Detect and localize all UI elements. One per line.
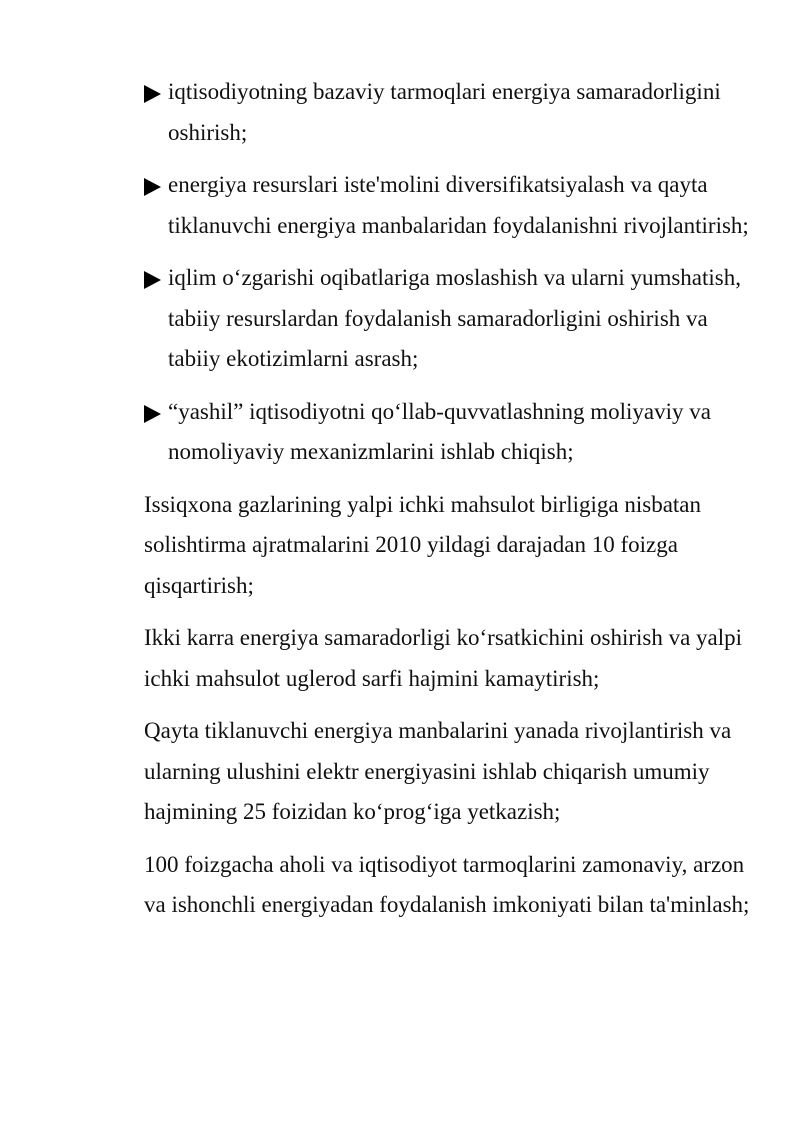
right-pointing-triangle-icon	[144, 405, 161, 423]
bullet-item	[144, 165, 754, 246]
bullet-item	[144, 72, 754, 153]
document-body	[144, 72, 754, 938]
bullet-text: iqtisodiyotning bazaviy tarmoqlari energiya samaradorligini oshirish;	[168, 79, 721, 145]
paragraph: 100 foizgacha aholi va iqtisodiyot tarmoqlarini zamonaviy, arzon va ishonchli energiyadan foydalanish imkoniyati bilan ta'minlash;	[144, 851, 750, 917]
paragraph: Issiqxona gazlarining yalpi ichki mahsulot birligiga nisbatan solishtirma ajratmalarini 2010 yildagi darajadan 10 foizga qisqartirish;	[144, 491, 701, 598]
paragraph: Qayta tiklanuvchi energiya manbalarini yanada rivojlantirish va ularning ulushini elektr energiyasini ishlab chiqarish umumiy hajmining 25 foizidan ko‘prog‘iga yetkazish;	[144, 718, 732, 824]
right-pointing-triangle-icon	[144, 85, 161, 103]
paragraph: Ikki karra energiya samaradorligi ko‘rsatkichini oshirish va yalpi ichki mahsulot uglerod sarfi hajmini kamaytirish;	[144, 625, 743, 691]
bullet-text: “yashil” iqtisodiyotni qo‘llab-quvvatlashning moliyaviy va nomoliyaviy mexanizmlarini ishlab chiqish;	[168, 398, 711, 464]
bullet-text: energiya resurslari iste'molini diversifikatsiyalash va qayta tiklanuvchi energiya manbalaridan foydalanishni rivojlantirish;	[168, 172, 749, 238]
bullet-item	[144, 258, 754, 380]
right-pointing-triangle-icon	[144, 178, 161, 196]
right-pointing-triangle-icon	[144, 271, 161, 289]
bullet-item	[144, 392, 754, 473]
bullet-text: iqlim o‘zgarishi oqibatlariga moslashish va ularni yumshatish, tabiiy resurslardan foydalanish samaradorligini oshirish va tabiiy ekotizimlarni asrash;	[168, 265, 741, 371]
